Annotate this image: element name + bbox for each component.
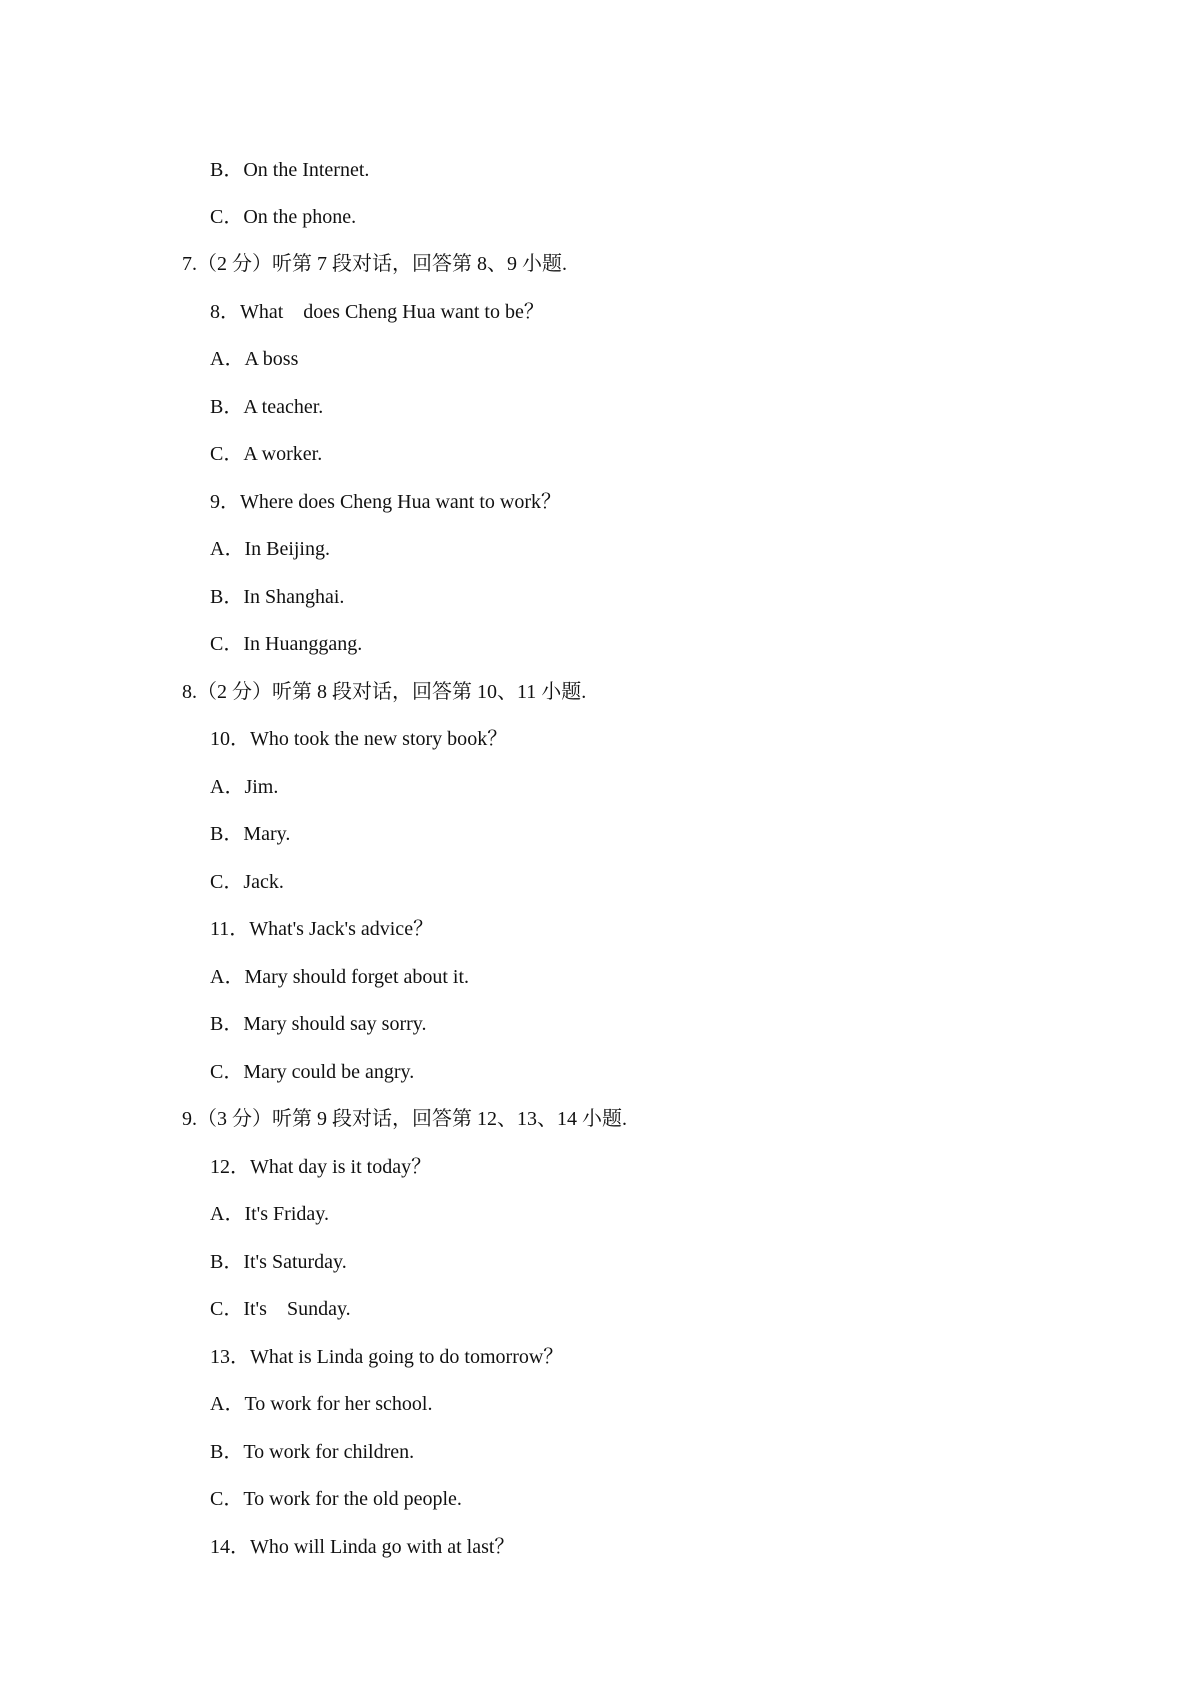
- question-line: 9．Where does Cheng Hua want to work？: [210, 491, 562, 513]
- option-line: A．A boss: [210, 348, 299, 370]
- section-heading: 8.（2 分）听第 8 段对话，回答第 10、11 小题.: [182, 681, 587, 703]
- option-line: C．It's Sunday.: [210, 1298, 351, 1320]
- option-line: C．Mary could be angry.: [210, 1061, 415, 1083]
- question-line: 11．What's Jack's advice？: [210, 918, 434, 940]
- option-line: B．Mary.: [210, 823, 291, 845]
- option-line: B．It's Saturday.: [210, 1251, 347, 1273]
- question-line: 8．What does Cheng Hua want to be？: [210, 301, 544, 323]
- option-line: C．On the phone.: [210, 206, 357, 228]
- option-line: B．To work for children.: [210, 1441, 415, 1463]
- option-line: A．In Beijing.: [210, 538, 330, 560]
- option-line: B．Mary should say sorry.: [210, 1013, 427, 1035]
- question-line: 12．What day is it today？: [210, 1156, 432, 1178]
- option-line: A．Mary should forget about it.: [210, 966, 470, 988]
- option-line: C．A worker.: [210, 443, 323, 465]
- option-line: B．On the Internet.: [210, 159, 370, 181]
- option-line: B．In Shanghai.: [210, 586, 345, 608]
- section-heading: 9.（3 分）听第 9 段对话，回答第 12、13、14 小题.: [182, 1108, 627, 1130]
- option-line: B．A teacher.: [210, 396, 324, 418]
- question-line: 14．Who will Linda go with at last？: [210, 1536, 515, 1558]
- option-line: C．Jack.: [210, 871, 284, 893]
- section-heading: 7.（2 分）听第 7 段对话，回答第 8、9 小题.: [182, 253, 567, 275]
- option-line: C．To work for the old people.: [210, 1488, 462, 1510]
- option-line: A．To work for her school.: [210, 1393, 433, 1415]
- question-line: 13．What is Linda going to do tomorrow？: [210, 1346, 564, 1368]
- question-line: 10．Who took the new story book？: [210, 728, 508, 750]
- option-line: C．In Huanggang.: [210, 633, 363, 655]
- option-line: A．Jim.: [210, 776, 279, 798]
- option-line: A．It's Friday.: [210, 1203, 329, 1225]
